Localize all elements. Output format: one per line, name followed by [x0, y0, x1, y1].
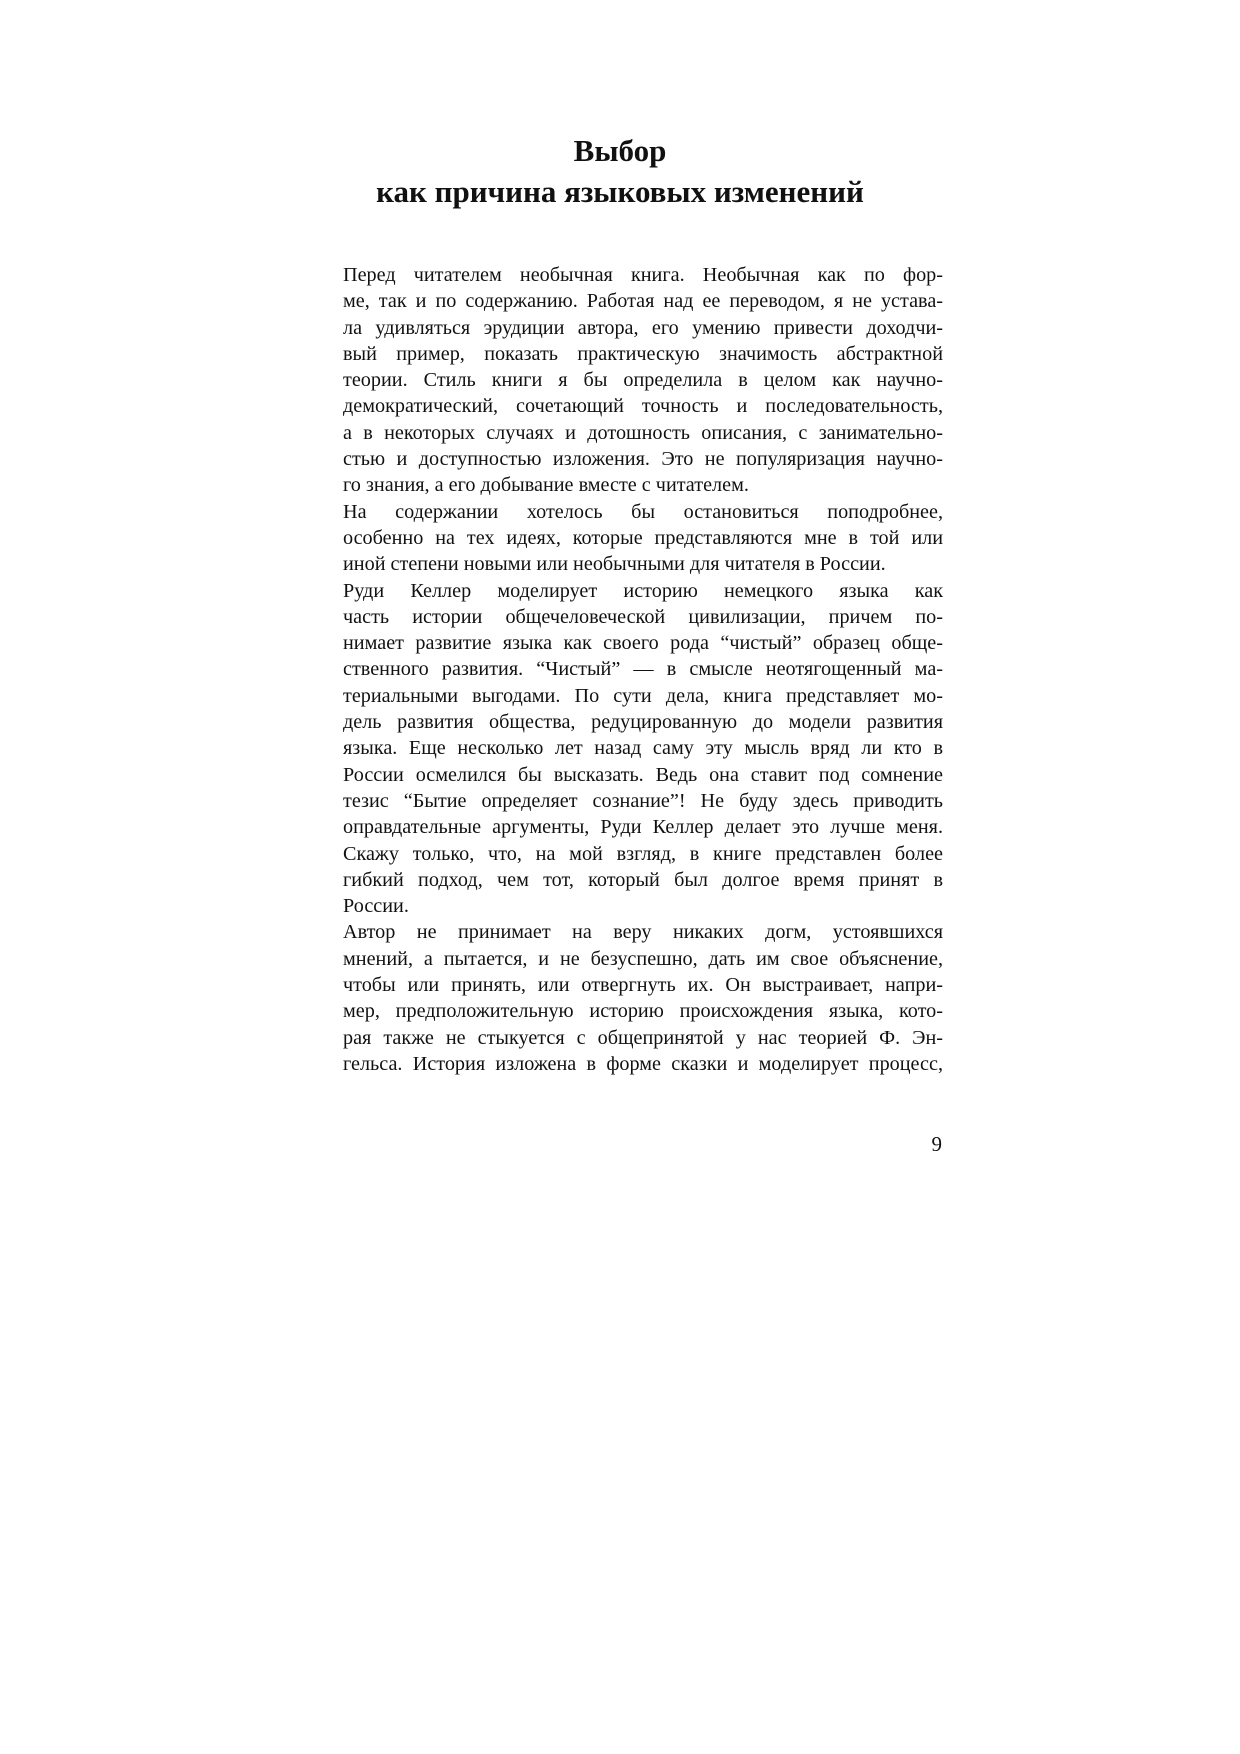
text-line: ла удивляться эрудиции автора, его умению привести доходчи- — [343, 316, 943, 339]
text-line: ме, так и по содержанию. Работая над ее переводом, я не устава- — [343, 290, 943, 313]
paragraph-4 — [303, 919, 943, 1077]
text-line: рая также не стыкуется с общепринятой у нас теорией Ф. Эн- — [343, 1026, 943, 1049]
text-line: Перед читателем необычная книга. Необычная как по фор- — [343, 264, 943, 286]
text-line: вый пример, показать практическую значимость абстрактной — [343, 342, 943, 365]
text-line: особенно на тех идеях, которые представляются мне в той или — [343, 526, 943, 549]
text-line: России. — [343, 895, 409, 918]
text-line: Скажу только, что, на мой взгляд, в книге представлен более — [343, 842, 943, 865]
paragraph-2 — [303, 499, 943, 578]
text-line: России осмелился бы высказать. Ведь она ставит под сомнение — [343, 763, 943, 786]
paragraph-3 — [303, 578, 943, 920]
text-line: теории. Стиль книги я бы определила в целом как научно- — [343, 369, 943, 392]
text-line: Руди Келлер моделирует историю немецкого языка как — [343, 579, 943, 602]
text-line: ственного развития. “Чистый” — в смысле неотягощенный ма- — [343, 658, 943, 681]
text-line: мнений, а пытается, и не безуспешно, дать им свое объяснение, — [343, 947, 943, 970]
text-line: гельса. История изложена в форме сказки и моделирует процесс, — [343, 1052, 943, 1075]
paragraph-1 — [303, 262, 943, 499]
page-number: 9 — [931, 1132, 942, 1156]
text-line: оправдательные аргументы, Руди Келлер делает это лучше меня. — [343, 816, 943, 839]
text-line: дель развития общества, редуцированную до модели развития — [343, 711, 943, 734]
text-line: чтобы или принять, или отвергнуть их. Он выстраивает, напри- — [343, 974, 943, 997]
body-text — [303, 262, 943, 1077]
page-title — [300, 130, 940, 212]
text-line: а в некоторых случаях и дотошность описания, с занимательно- — [343, 421, 943, 444]
text-line: тезис “Бытие определяет сознание”! Не буду здесь приводить — [343, 789, 943, 812]
text-line: мер, предположительную историю происхождения языка, кото- — [343, 1000, 943, 1023]
text-line: стью и доступностью изложения. Это не популяризация научно- — [343, 448, 943, 471]
text-line: демократический, сочетающий точность и последовательность, — [343, 395, 943, 418]
title-line-1: Выбор — [573, 133, 667, 168]
text-line: языка. Еще несколько лет назад саму эту мысль вряд ли кто в — [343, 737, 943, 760]
text-line: часть истории общечеловеческой цивилизации, причем по- — [343, 605, 943, 628]
text-line: гибкий подход, чем тот, который был долгое время принят в — [343, 868, 943, 891]
text-line: го знания, а его добывание вместе с читателем. — [343, 474, 749, 497]
text-line: На содержании хотелось бы остановиться поподробнее, — [343, 500, 943, 523]
text-line: Автор не принимает на веру никаких догм, устоявшихся — [343, 921, 943, 944]
text-line: нимает развитие языка как своего рода “чистый” образец обще- — [343, 632, 943, 655]
title-line-2: как причина языковых изменений — [376, 174, 864, 209]
text-line: териальными выгодами. По сути дела, книга представляет мо- — [343, 684, 943, 707]
text-line: иной степени новыми или необычными для читателя в России. — [343, 553, 886, 576]
